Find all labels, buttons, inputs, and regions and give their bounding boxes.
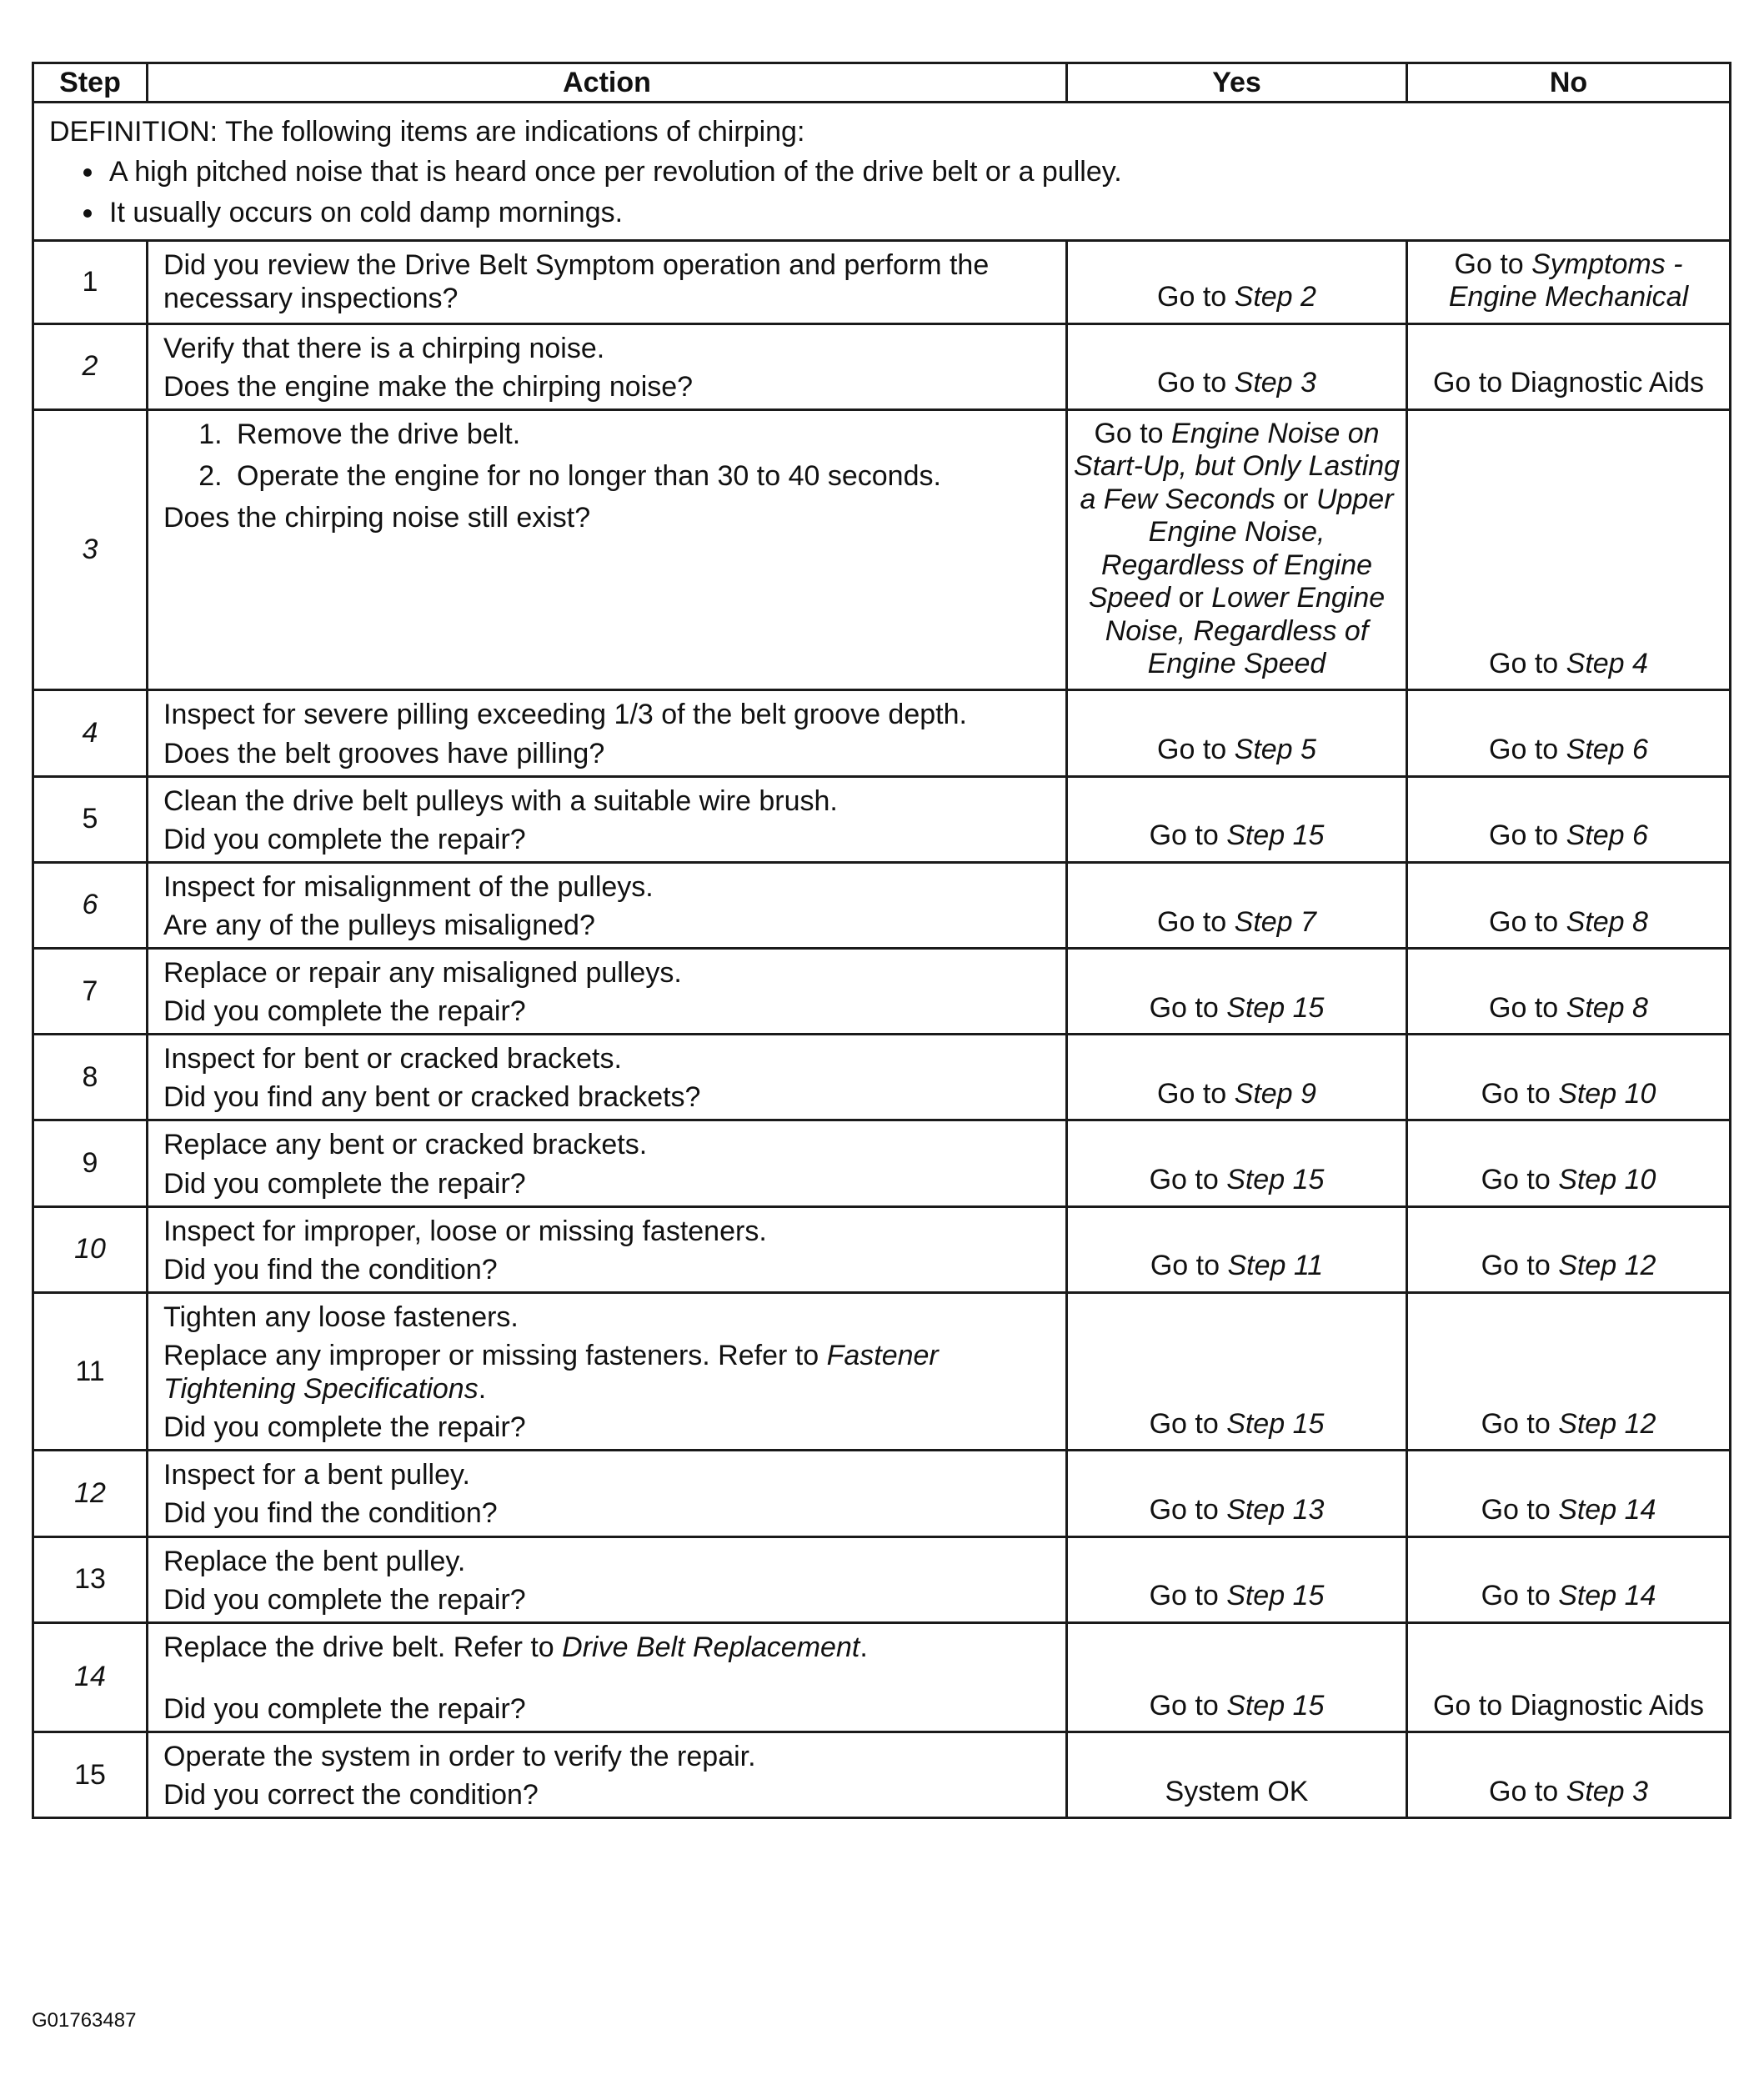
no-text: Go to <box>1481 1580 1559 1612</box>
no-cell <box>1407 1120 1731 1206</box>
step-number: 11 <box>33 1292 148 1450</box>
step-number: 4 <box>33 690 148 776</box>
step-number: 3 <box>33 409 148 690</box>
action-cell <box>148 1206 1067 1292</box>
action-text: Are any of the pulleys misaligned? <box>163 909 595 941</box>
yes-reference: Step 15 <box>1226 1407 1325 1440</box>
yes-reference: Step 15 <box>1226 1580 1325 1612</box>
step-number: 8 <box>33 1035 148 1120</box>
action-text: Inspect for improper, loose or missing fasteners. <box>163 1215 767 1247</box>
no-reference: Step 10 <box>1558 1164 1656 1196</box>
action-text: Inspect for misalignment of the pulleys. <box>163 870 654 903</box>
diagnostic-table <box>32 62 1731 1819</box>
step-number: 5 <box>33 776 148 862</box>
yes-cell <box>1067 1035 1407 1120</box>
yes-cell <box>1067 862 1407 948</box>
action-cell <box>148 1536 1067 1622</box>
action-text: Did you find the condition? <box>163 1497 498 1530</box>
action-procedure-step: 2. Operate the engine for no longer than 30 to 40 seconds. <box>230 459 1050 493</box>
yes-cell <box>1067 1120 1407 1206</box>
yes-cell <box>1067 1292 1407 1450</box>
action-text <box>163 1631 1050 1664</box>
action-text: Did you complete the repair? <box>163 1167 526 1200</box>
action-text: Inspect for a bent pulley. <box>163 1459 470 1491</box>
no-text: Go to <box>1489 905 1566 938</box>
yes-cell <box>1067 776 1407 862</box>
yes-cell <box>1067 1732 1407 1818</box>
yes-text: Go to <box>1157 905 1235 938</box>
yes-text: Go to <box>1157 1078 1235 1110</box>
no-reference: Step 8 <box>1566 991 1648 1024</box>
no-text: Go to <box>1454 248 1532 280</box>
yes-text: Go to <box>1149 991 1227 1024</box>
step-number: 6 <box>33 862 148 948</box>
action-cell <box>148 776 1067 862</box>
definition-cell <box>33 103 1731 241</box>
yes-cell <box>1067 949 1407 1035</box>
step-number: 9 <box>33 1120 148 1206</box>
no-cell <box>1407 409 1731 690</box>
action-cell <box>148 1120 1067 1206</box>
action-text: Replace any bent or cracked brackets. <box>163 1129 648 1161</box>
action-text: Inspect for bent or cracked brackets. <box>163 1043 622 1075</box>
yes-reference: Step 5 <box>1234 734 1316 766</box>
step-number: 1 <box>33 240 148 323</box>
table-row <box>33 949 1731 1035</box>
action-reference: Fastener Tightening Specifications <box>163 1340 939 1406</box>
action-text: Did you find the condition? <box>163 1253 498 1286</box>
action-procedure-step: 1. Remove the drive belt. <box>230 418 1050 451</box>
yes-text: Go to <box>1149 1407 1227 1440</box>
yes-reference: Step 3 <box>1234 367 1316 399</box>
yes-text: Go to <box>1157 281 1235 313</box>
no-text: Go to Diagnostic Aids <box>1432 367 1705 399</box>
step-number: 7 <box>33 949 148 1035</box>
no-cell <box>1407 862 1731 948</box>
yes-reference: Engine Noise on Start-Up, but Only Lasting a Few Seconds <box>1073 417 1401 515</box>
yes-text: Go to <box>1149 819 1227 852</box>
table-row <box>33 1732 1731 1818</box>
action-text <box>163 1339 1050 1406</box>
no-cell <box>1407 240 1731 323</box>
yes-text: Go to <box>1157 734 1235 766</box>
action-text: Did you complete the repair? <box>163 1583 526 1616</box>
no-cell <box>1407 1622 1731 1732</box>
action-cell <box>148 690 1067 776</box>
yes-cell <box>1067 690 1407 776</box>
table-row <box>33 240 1731 323</box>
no-cell <box>1407 1536 1731 1622</box>
action-text: Did you find any bent or cracked brackets? <box>163 1081 701 1114</box>
yes-text: Go to <box>1094 417 1172 449</box>
no-reference: Step 12 <box>1558 1250 1656 1282</box>
no-text: Go to <box>1481 1078 1559 1110</box>
step-number: 12 <box>33 1451 148 1536</box>
definition-intro: DEFINITION: The following items are indications of chirping: <box>49 116 805 148</box>
action-text: Did you complete the repair? <box>163 1411 526 1444</box>
no-reference: Step 6 <box>1566 819 1648 852</box>
action-text: Does the engine make the chirping noise? <box>163 370 694 403</box>
no-text: Go to <box>1481 1164 1559 1196</box>
step-number: 13 <box>33 1536 148 1622</box>
yes-cell <box>1067 1451 1407 1536</box>
table-row <box>33 1451 1731 1536</box>
action-cell <box>148 1622 1067 1732</box>
no-reference: Step 4 <box>1566 647 1648 679</box>
yes-text: Go to <box>1157 367 1235 399</box>
no-text: Go to <box>1481 1250 1559 1282</box>
table-row <box>33 323 1731 409</box>
step-number: 15 <box>33 1732 148 1818</box>
yes-reference: Step 2 <box>1234 281 1316 313</box>
action-text: Replace the bent pulley. <box>163 1545 466 1577</box>
header-yes: Yes <box>1067 63 1407 103</box>
definition-list <box>49 152 1714 233</box>
no-reference: Step 6 <box>1566 734 1648 766</box>
action-text: Does the chirping noise still exist? <box>163 502 591 534</box>
no-text: Go to <box>1489 819 1566 852</box>
action-procedure-list <box>163 418 1050 493</box>
action-text: Does the belt grooves have pilling? <box>163 737 605 769</box>
yes-cell <box>1067 1536 1407 1622</box>
table-row <box>33 690 1731 776</box>
table-row <box>33 1120 1731 1206</box>
table-row <box>33 1206 1731 1292</box>
action-text: Did you complete the repair? <box>163 995 526 1028</box>
no-reference: Step 12 <box>1558 1407 1656 1440</box>
yes-reference: Lower Engine Noise, Regardless of Engine Speed <box>1105 582 1386 679</box>
step-number: 14 <box>33 1622 148 1732</box>
no-text: Go to <box>1489 647 1566 679</box>
action-cell <box>148 240 1067 323</box>
action-text: . <box>478 1373 487 1406</box>
table-row <box>33 776 1731 862</box>
yes-reference: Step 7 <box>1234 905 1316 938</box>
no-text: Go to <box>1481 1494 1559 1526</box>
action-cell <box>148 862 1067 948</box>
action-text: Clean the drive belt pulleys with a suitable wire brush. <box>163 784 838 817</box>
no-reference: Step 3 <box>1566 1775 1648 1807</box>
yes-reference: Step 15 <box>1226 1164 1325 1196</box>
action-text: Inspect for severe pilling exceeding 1/3 of the belt groove depth. <box>163 699 967 731</box>
action-text: Tighten any loose fasteners. <box>163 1301 519 1333</box>
action-text: . <box>859 1631 868 1663</box>
table-row <box>33 1622 1731 1732</box>
no-cell <box>1407 1292 1731 1450</box>
yes-text: System OK <box>1165 1775 1309 1807</box>
yes-cell <box>1067 409 1407 690</box>
header-action: Action <box>148 63 1067 103</box>
yes-cell <box>1067 323 1407 409</box>
yes-reference: Step 15 <box>1226 819 1325 852</box>
no-cell <box>1407 1732 1731 1818</box>
yes-reference: Step 11 <box>1227 1250 1324 1282</box>
yes-reference: Step 15 <box>1226 1689 1325 1722</box>
no-cell <box>1407 323 1731 409</box>
yes-reference: Step 9 <box>1234 1078 1316 1110</box>
no-text: Go to <box>1481 1407 1559 1440</box>
action-text: Verify that there is a chirping noise. <box>163 332 605 364</box>
table-row <box>33 862 1731 948</box>
header-row <box>33 63 1731 103</box>
yes-text: Go to <box>1149 1494 1227 1526</box>
yes-text: Go to <box>1150 1250 1228 1282</box>
no-text: Go to <box>1489 734 1566 766</box>
yes-reference: Step 15 <box>1226 991 1325 1024</box>
yes-text: or <box>1170 582 1212 614</box>
no-text: Go to <box>1489 991 1566 1024</box>
no-cell <box>1407 690 1731 776</box>
table-row <box>33 409 1731 690</box>
action-cell <box>148 409 1067 690</box>
action-cell <box>148 1035 1067 1120</box>
yes-text: or <box>1275 483 1316 515</box>
step-number: 2 <box>33 323 148 409</box>
yes-reference: Upper Engine Noise, Regardless of Engine Speed <box>1088 483 1394 614</box>
no-cell <box>1407 1451 1731 1536</box>
action-text: Replace the drive belt. Refer to <box>163 1631 563 1663</box>
yes-cell <box>1067 240 1407 323</box>
figure-id: G01763487 <box>32 2009 137 2032</box>
action-cell <box>148 1451 1067 1536</box>
step-number: 10 <box>33 1206 148 1292</box>
yes-cell <box>1067 1622 1407 1732</box>
action-cell <box>148 1292 1067 1450</box>
no-cell <box>1407 1206 1731 1292</box>
action-text: Did you complete the repair? <box>163 1692 526 1725</box>
action-text: Did you review the Drive Belt Symptom operation and perform the necessary inspections? <box>163 248 990 314</box>
action-text: Replace any improper or missing fasteners. Refer to <box>163 1340 827 1372</box>
no-reference: Step 14 <box>1558 1494 1656 1526</box>
action-cell <box>148 949 1067 1035</box>
no-text: Go to <box>1489 1775 1566 1807</box>
table-row <box>33 1292 1731 1450</box>
definition-row <box>33 103 1731 241</box>
no-cell <box>1407 776 1731 862</box>
no-reference: Symptoms - Engine Mechanical <box>1448 248 1689 313</box>
yes-cell <box>1067 1206 1407 1292</box>
header-no: No <box>1407 63 1731 103</box>
table-row <box>33 1035 1731 1120</box>
no-text: Go to Diagnostic Aids <box>1432 1689 1705 1722</box>
no-reference: Step 10 <box>1558 1078 1656 1110</box>
yes-text: Go to <box>1149 1689 1227 1722</box>
action-cell <box>148 323 1067 409</box>
action-cell <box>148 1732 1067 1818</box>
yes-text: Go to <box>1149 1164 1227 1196</box>
definition-bullet: • A high pitched noise that is heard once per revolution of the drive belt or a pulley. <box>106 152 1714 192</box>
no-reference: Step 14 <box>1558 1580 1656 1612</box>
action-text: Did you complete the repair? <box>163 823 526 855</box>
yes-text: Go to <box>1149 1580 1227 1612</box>
definition-bullet: • It usually occurs on cold damp mornings. <box>106 193 1714 233</box>
no-cell <box>1407 949 1731 1035</box>
no-reference: Step 8 <box>1566 905 1648 938</box>
no-cell <box>1407 1035 1731 1120</box>
yes-reference: Step 13 <box>1226 1494 1325 1526</box>
table-row <box>33 1536 1731 1622</box>
action-text: Operate the system in order to verify the repair. <box>163 1741 756 1773</box>
action-reference: Drive Belt Replacement <box>562 1631 860 1663</box>
action-text: Did you correct the condition? <box>163 1779 539 1812</box>
header-step: Step <box>33 63 148 103</box>
action-text: Replace or repair any misaligned pulleys. <box>163 957 682 990</box>
